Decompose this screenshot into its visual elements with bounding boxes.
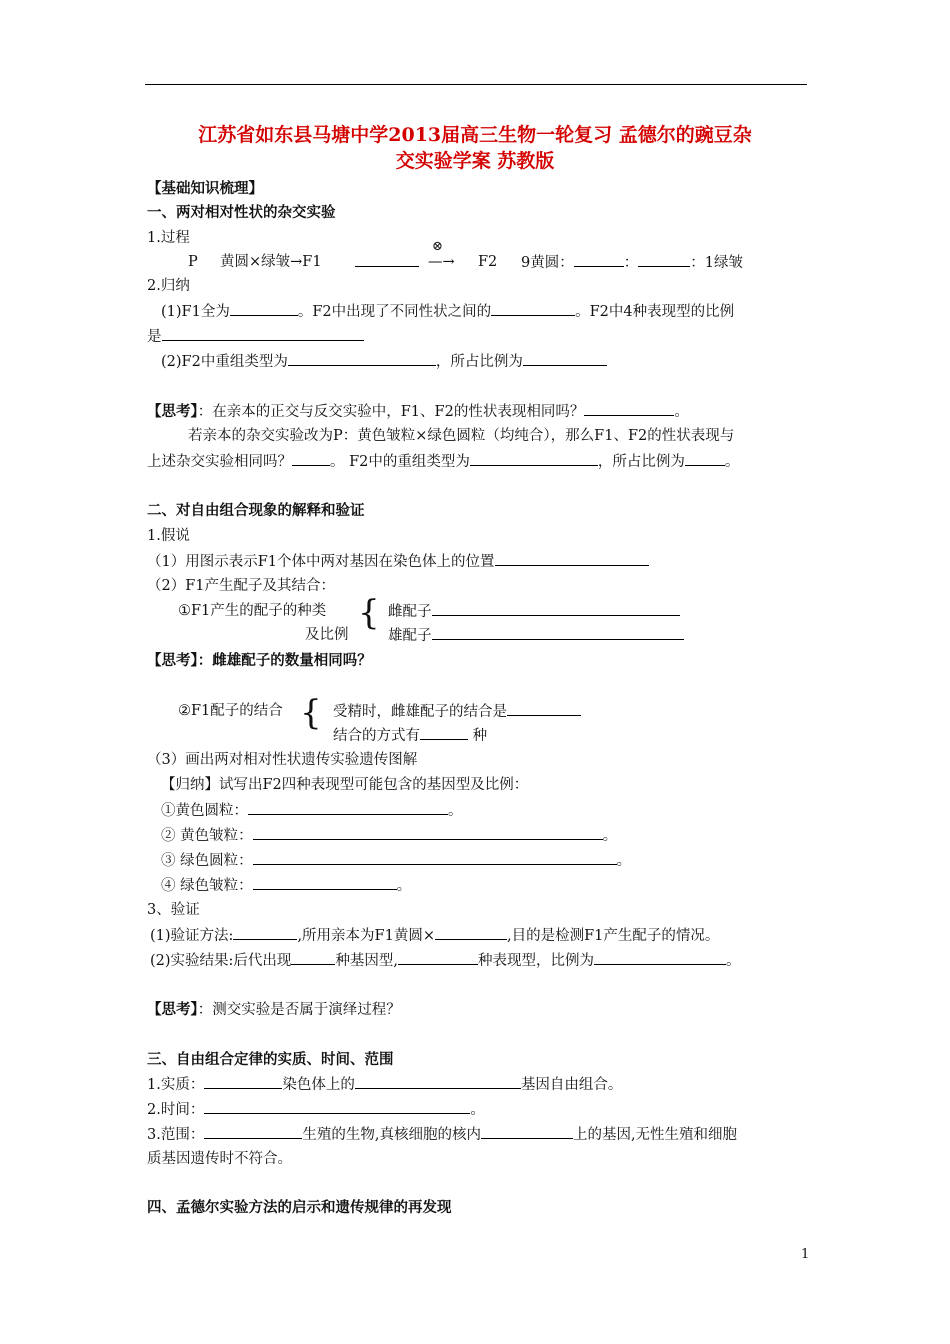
header-rule xyxy=(145,84,807,85)
recombinant-type-blank[interactable] xyxy=(288,352,436,366)
genotype-count-blank[interactable] xyxy=(291,951,335,965)
female-gamete-line: 雌配子 xyxy=(388,602,680,621)
gene-position-blank[interactable] xyxy=(495,552,649,566)
brace-icon: { xyxy=(358,593,380,633)
summary-note: 【归纳】试写出F2四种表现型可能包含的基因型及比例： xyxy=(161,777,529,793)
method-blank[interactable] xyxy=(233,926,297,940)
verification-2: (2)实验结果:后代出现 种基因型, 种表现型，比例为 。 xyxy=(150,953,741,969)
scope-line-cont: 质基因遗传时不符合。 xyxy=(147,1151,292,1167)
recombination-blank[interactable] xyxy=(491,302,575,316)
section-3-heading: 三、自由组合定律的实质、时间、范围 xyxy=(147,1051,394,1068)
ratio-line: 9黄圆： ： ：1绿皱 xyxy=(521,255,743,271)
think-1: 【思考】：在亲本的正交与反交实验中，F1、F2的性状表现相同吗？ 。 xyxy=(147,403,689,420)
cross-p: P xyxy=(188,254,198,270)
combine-random-blank[interactable] xyxy=(507,702,581,716)
think-2: 【思考】：雌雄配子的数量相同吗？ xyxy=(147,652,372,669)
think-3: 【思考】：测交实验是否属于演绎过程？ xyxy=(147,1001,401,1018)
genotype-green-round: ③ 绿色圆粒： 。 xyxy=(161,853,632,869)
scope-blank-1[interactable] xyxy=(204,1125,302,1139)
page-number: 1 xyxy=(801,1247,810,1262)
hypothesis-3: （3）画出两对相对性状遗传实验遗传图解 xyxy=(147,752,418,768)
hypothesis-label: 1.假说 xyxy=(147,528,190,544)
think1-blank[interactable] xyxy=(584,402,674,416)
section-2-heading: 二、对自由组合现象的解释和验证 xyxy=(147,502,365,519)
scope-blank-2[interactable] xyxy=(481,1125,573,1139)
recombinant-ratio-blank[interactable] xyxy=(523,352,607,366)
summary-item-1-cont: 是 xyxy=(147,327,364,346)
process-label: 1.过程 xyxy=(147,230,190,246)
phenotype-count-blank[interactable] xyxy=(398,951,478,965)
section-basic-label: 【基础知识梳理】 xyxy=(147,180,263,197)
gamete-ratio-label: 及比例 xyxy=(305,627,349,643)
combine-line-1: 受精时，雌雄配子的结合是 xyxy=(333,702,581,721)
ratio-blank-1[interactable] xyxy=(574,253,624,267)
green-wrinkled-blank[interactable] xyxy=(253,876,397,890)
hypothesis-2: （2）F1产生配子及其结合： xyxy=(147,578,336,594)
recombinant-ratio-blank-2[interactable] xyxy=(685,452,725,466)
testcross-ratio-blank[interactable] xyxy=(594,951,726,965)
section-1-heading: 一、两对相对性状的杂交实验 xyxy=(147,204,336,221)
time-blank[interactable] xyxy=(204,1100,470,1114)
cross-arrow: —→ xyxy=(428,254,455,270)
hypothesis-1: （1）用图示表示F1个体中两对基因在染色体上的位置 xyxy=(147,552,649,571)
genotype-yellow-wrinkled: ② 黄色皱粒： 。 xyxy=(161,828,618,844)
scope-line: 3.范围： 生殖的生物,真核细胞的核内 上的基因,无性生殖和细胞 xyxy=(147,1127,738,1143)
ratio-blank-2[interactable] xyxy=(638,253,690,267)
yellow-round-blank[interactable] xyxy=(248,801,448,815)
brace-icon: { xyxy=(300,693,322,733)
summary-label: 2.归纳 xyxy=(147,278,190,294)
essence-blank-1[interactable] xyxy=(204,1075,282,1089)
selfing-icon: ⊗ xyxy=(432,239,443,254)
cross-parents: 黄圆×绿皱→F1 xyxy=(220,254,322,270)
recombinant-type-blank-2[interactable] xyxy=(470,452,598,466)
cross-f2: F2 xyxy=(478,254,498,270)
think-1-line3: 上述杂交实验相同吗？ 。 F2中的重组类型为 ，所占比例为 。 xyxy=(147,454,740,470)
female-gamete-blank[interactable] xyxy=(432,602,680,616)
same-blank[interactable] xyxy=(292,452,330,466)
male-gamete-line: 雄配子 xyxy=(388,626,684,645)
summary-item-1: (1)F1全为 。F2中出现了不同性状之间的 。F2中4种表现型的比例 xyxy=(161,304,735,320)
think-1-line2: 若亲本的杂交实验改为P：黄色皱粒×绿色圆粒（均纯合），那么F1、F2的性状表现与 xyxy=(188,428,735,444)
yellow-wrinkled-blank[interactable] xyxy=(253,826,603,840)
essence-blank-2[interactable] xyxy=(355,1075,521,1089)
combine-line-2: 结合的方式有 种 xyxy=(333,728,488,744)
summary-item-2: (2)F2中重组类型为 ，所占比例为 xyxy=(161,352,607,371)
combine-count-blank[interactable] xyxy=(420,726,468,740)
gamete-combine-label: ②F1配子的结合 xyxy=(178,703,283,719)
f1-blank[interactable] xyxy=(355,253,419,272)
testcross-parent-blank[interactable] xyxy=(435,926,507,940)
green-round-blank[interactable] xyxy=(253,851,617,865)
gamete-types-label: ①F1产生的配子的种类 xyxy=(178,603,327,619)
verification-1: (1)验证方法: ,所用亲本为F1黄圆× ,目的是检测F1产生配子的情况。 xyxy=(150,928,720,944)
section-4-heading: 四、孟德尔实验方法的启示和遗传规律的再发现 xyxy=(147,1199,452,1216)
genotype-green-wrinkled: ④ 绿色皱粒： 。 xyxy=(161,878,412,894)
male-gamete-blank[interactable] xyxy=(432,626,684,640)
phenotype-ratio-blank[interactable] xyxy=(162,327,364,341)
essence-line: 1.实质： 染色体上的 基因自由组合。 xyxy=(147,1077,623,1093)
doc-title-line1: 江苏省如东县马塘中学2013届高三生物一轮复习 孟德尔的豌豆杂 xyxy=(198,124,752,146)
doc-title-line2: 交实验学案 苏教版 xyxy=(395,150,555,172)
genotype-yellow-round: ①黄色圆粒： 。 xyxy=(161,803,463,819)
f1-phenotype-blank[interactable] xyxy=(230,302,298,316)
verification-label: 3、验证 xyxy=(147,902,200,918)
time-line: 2.时间： 。 xyxy=(147,1102,485,1118)
